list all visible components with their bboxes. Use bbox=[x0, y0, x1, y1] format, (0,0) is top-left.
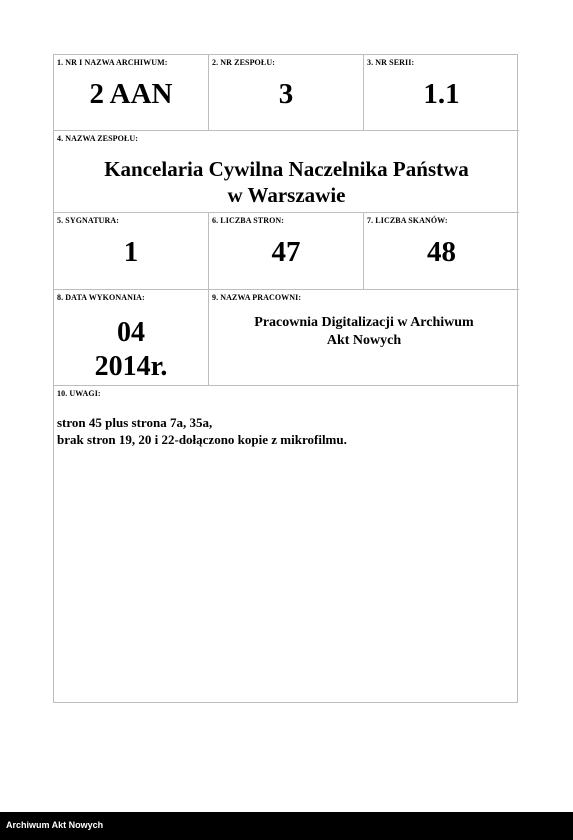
fond-number-label: 2. NR ZESPOŁU: bbox=[212, 58, 275, 67]
page-count-label: 6. LICZBA STRON: bbox=[212, 216, 285, 225]
date-month: 04 bbox=[117, 317, 145, 348]
signature-label: 5. SYGNATURA: bbox=[57, 216, 120, 225]
notes-label: 10. UWAGI: bbox=[57, 389, 101, 398]
metadata-card bbox=[53, 54, 518, 703]
lab-line: Akt Nowych bbox=[326, 333, 402, 348]
scan-count-label: 7. LICZBA SKANÓW: bbox=[367, 216, 448, 225]
date-value bbox=[54, 316, 208, 384]
fond-name-line: Kancelaria Cywilna Naczelnika Państwa bbox=[104, 157, 469, 181]
lab-label: 9. NAZWA PRACOWNI: bbox=[212, 293, 302, 302]
archive-value: 2 AAN bbox=[89, 78, 173, 110]
fond-number-cell bbox=[209, 55, 364, 131]
date-year: 2014r. bbox=[94, 351, 168, 382]
lab-value bbox=[209, 314, 519, 350]
series-number-value: 1.1 bbox=[423, 78, 460, 110]
fond-name-value bbox=[54, 156, 519, 208]
scan-count-value: 48 bbox=[427, 236, 456, 268]
date-label: 8. DATA WYKONANIA: bbox=[57, 293, 145, 302]
archive-label: 1. NR I NAZWA ARCHIWUM: bbox=[57, 58, 168, 67]
series-number-label: 3. NR SERII: bbox=[367, 58, 415, 67]
page-count-cell bbox=[209, 213, 364, 290]
signature-cell bbox=[54, 213, 209, 290]
archive-cell bbox=[54, 55, 209, 131]
page-count-value: 47 bbox=[271, 236, 301, 268]
scan-count-cell bbox=[364, 213, 519, 290]
lab-cell bbox=[209, 290, 519, 386]
fond-name-label: 4. NAZWA ZESPOŁU: bbox=[57, 134, 139, 143]
fond-name-cell bbox=[54, 131, 519, 213]
footer-bar bbox=[0, 812, 573, 840]
fond-number-value: 3 bbox=[278, 78, 294, 110]
fond-name-line: w Warszawie bbox=[227, 183, 346, 207]
signature-value: 1 bbox=[123, 236, 139, 268]
notes-value bbox=[57, 414, 347, 448]
footer-archive-name: Archiwum Akt Nowych bbox=[6, 820, 104, 830]
notes-line: stron 45 plus strona 7a, 35a, bbox=[57, 415, 213, 430]
notes-line: brak stron 19, 20 i 22-dołączono kopie z mikrofilmu. bbox=[57, 432, 347, 447]
lab-line: Pracownia Digitalizacji w Archiwum bbox=[254, 315, 474, 330]
date-cell bbox=[54, 290, 209, 386]
notes-cell bbox=[54, 386, 519, 702]
series-number-cell bbox=[364, 55, 519, 131]
